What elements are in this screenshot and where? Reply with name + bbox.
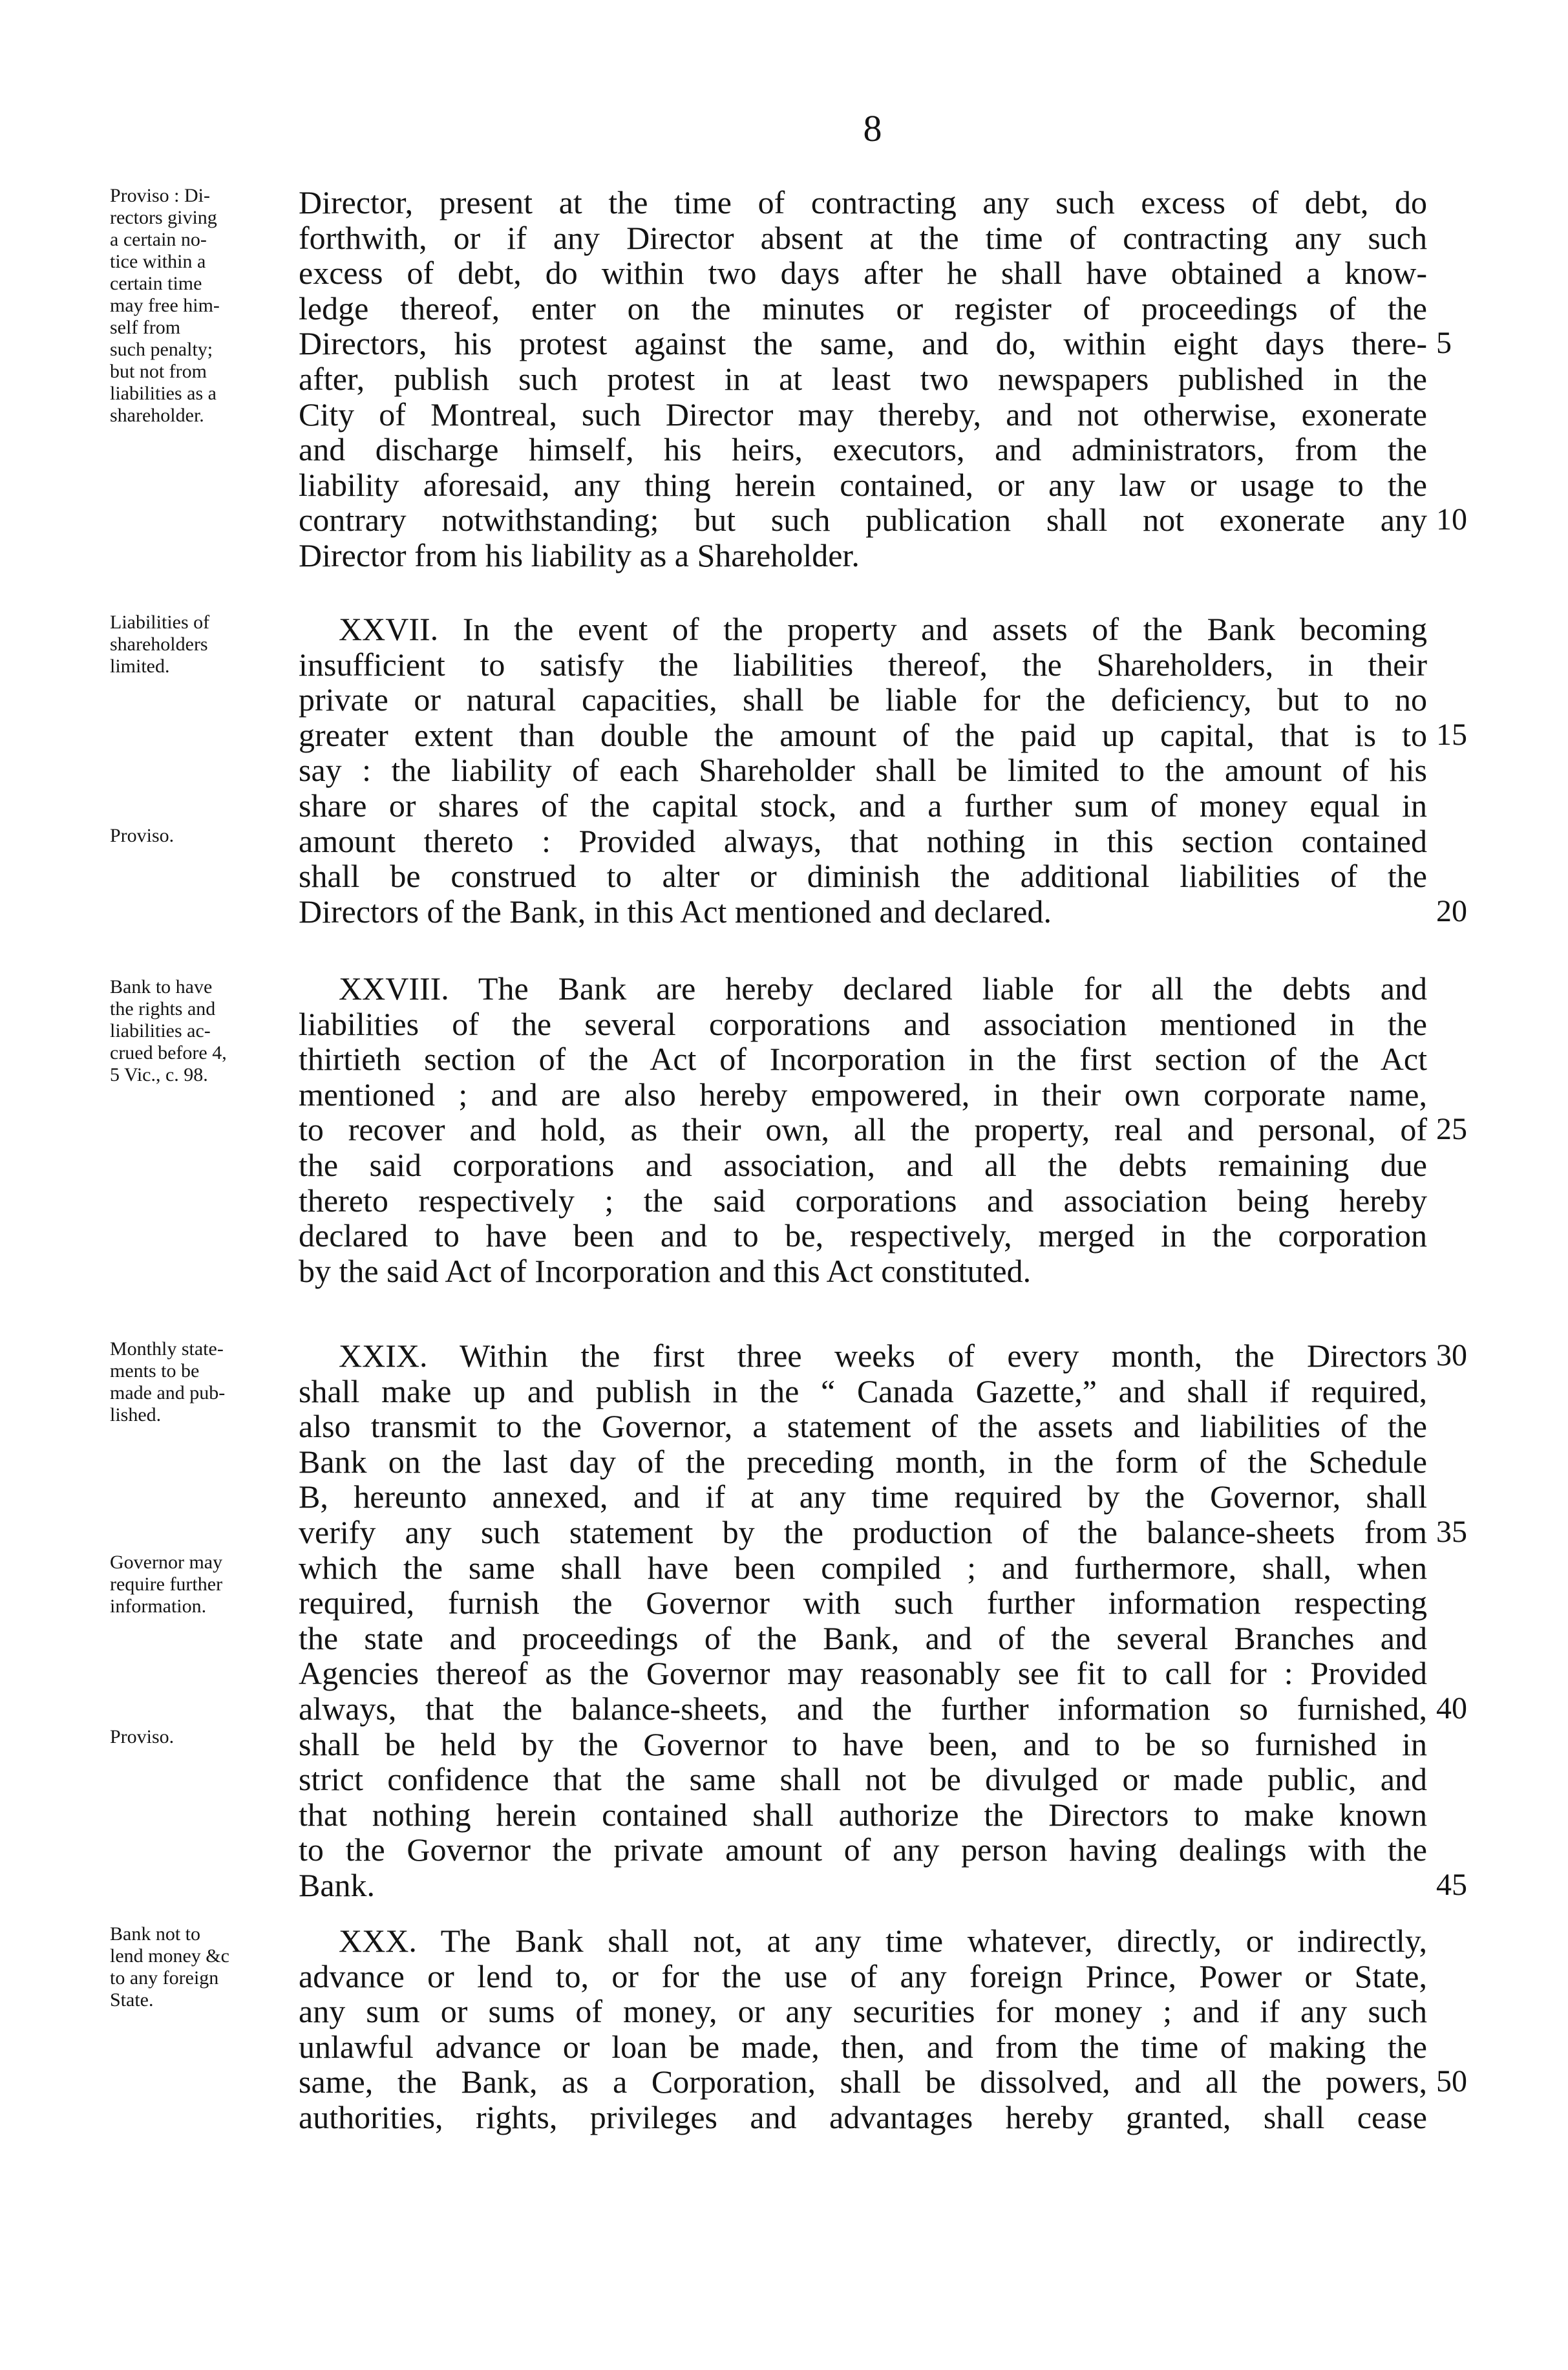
text-line: the state and proceedings of the Bank, and of the several Branches and [299, 1619, 1427, 1656]
margin-note [110, 1338, 304, 1426]
section-text [299, 1923, 1427, 2135]
text-line: thereto respectively ; the said corporations and association being hereby [299, 1182, 1427, 1219]
margin-note-line: Proviso : Di- [110, 185, 211, 206]
margin-note-line: certain time [110, 273, 202, 294]
margin-note-line: Proviso. [110, 1726, 175, 1747]
text-line: say : the liability of each Shareholder shall be limited to the amount of his [299, 752, 1427, 789]
margin-note-line: shareholders [110, 634, 208, 655]
text-line: required, furnish the Governor with such further information respecting [299, 1585, 1427, 1621]
page-number: 8 [863, 107, 882, 149]
text-line: excess of debt, do within two days after he shall have obtained a know- [299, 255, 1427, 292]
margin-note-line: Proviso. [110, 825, 175, 846]
margin-note-line: self from [110, 317, 181, 338]
text-line: shall be construed to alter or diminish the additional liabilities of the [299, 858, 1427, 895]
margin-note-line: Liabilities of [110, 612, 210, 633]
margin-note [110, 185, 304, 427]
text-line: XXX. The Bank shall not, at any time whatever, directly, or indirectly, [339, 1923, 1427, 1959]
margin-note-line: Monthly state- [110, 1338, 224, 1360]
margin-note-line: Governor may [110, 1552, 223, 1573]
margin-note [110, 976, 304, 1086]
text-line: XXVIII. The Bank are hereby declared liable for all the debts and [339, 970, 1427, 1007]
margin-note [110, 1552, 304, 1617]
line-number: 45 [1436, 1868, 1467, 1902]
line-number: 25 [1436, 1112, 1467, 1147]
line-number: 35 [1436, 1515, 1467, 1549]
margin-note [110, 1726, 304, 1748]
margin-note-line: a certain no- [110, 229, 207, 250]
text-line: always, that the balance-sheets, and the further information so furnished, [299, 1690, 1427, 1727]
margin-note-line: ments to be [110, 1360, 200, 1382]
text-line: private or natural capacities, shall be liable for the deficiency, but to no [299, 681, 1427, 718]
margin-note-line: 5 Vic., c. 98. [110, 1064, 208, 1085]
margin-note-line: information. [110, 1596, 207, 1617]
margin-note-line: rectors giving [110, 207, 217, 228]
text-line: Director, present at the time of contracting any such excess of debt, do [299, 184, 1427, 220]
text-line: liabilities of the several corporations and association mentioned in the [299, 1005, 1427, 1042]
text-line: which the same shall have been compiled ; and furthermore, shall, when [299, 1549, 1427, 1586]
margin-note-line: State. [110, 1989, 154, 2011]
margin-note-line: may free him- [110, 295, 220, 316]
margin-note-line: require further [110, 1574, 223, 1595]
text-line: thirtieth section of the Act of Incorporation in the first section of the Act [299, 1041, 1427, 1078]
text-line: contrary notwithstanding; but such publication shall not exonerate any [299, 502, 1427, 539]
text-line: unlawful advance or loan be made, then, and from the time of making the [299, 2028, 1427, 2065]
margin-note-line: liabilities as a [110, 383, 217, 404]
text-line: mentioned ; and are also hereby empowered, in their own corporate name, [299, 1076, 1427, 1113]
text-line: amount thereto : Provided always, that nothing in this section contained [299, 822, 1427, 859]
margin-note-line: limited. [110, 656, 170, 677]
text-line: B, hereunto annexed, and if at any time required by the Governor, shall [299, 1479, 1427, 1515]
margin-note [110, 1923, 304, 2011]
text-line: ledge thereof, enter on the minutes or register of proceedings of the [299, 290, 1427, 326]
section-text [299, 1338, 1427, 1903]
text-line: forthwith, or if any Director absent at the time of contracting any such [299, 219, 1427, 256]
text-line: verify any such statement by the production of the balance-sheets from [299, 1513, 1427, 1550]
text-line: Director from his liability as a Shareholder. [299, 537, 860, 573]
text-line: Bank on the last day of the preceding month, in the form of the Schedule [299, 1443, 1427, 1480]
text-line: XXVII. In the event of the property and assets of the Bank becoming [339, 611, 1427, 647]
text-line: to the Governor the private amount of any person having dealings with the [299, 1831, 1427, 1868]
margin-note-line: lend money &c [110, 1945, 229, 1967]
text-line: advance or lend to, or for the use of any foreign Prince, Power or State, [299, 1958, 1427, 1994]
line-number: 20 [1436, 893, 1467, 928]
line-number: 10 [1436, 502, 1467, 537]
text-line: the said corporations and association, and all the debts remaining due [299, 1146, 1427, 1183]
text-line: strict confidence that the same shall not be divulged or made public, and [299, 1761, 1427, 1798]
text-line: and discharge himself, his heirs, executors, and administrators, from the [299, 431, 1427, 468]
text-line: that nothing herein contained shall authorize the Directors to make known [299, 1796, 1427, 1833]
text-line: Directors, his protest against the same, and do, within eight days there- [299, 325, 1427, 362]
line-number: 40 [1436, 1691, 1467, 1725]
margin-note-line: tice within a [110, 251, 206, 272]
margin-note-line: shareholder. [110, 405, 204, 426]
margin-note-line: such penalty; [110, 339, 213, 360]
margin-note [110, 825, 304, 847]
text-line: City of Montreal, such Director may thereby, and not otherwise, exonerate [299, 396, 1427, 432]
text-line: also transmit to the Governor, a statement of the assets and liabilities of the [299, 1408, 1427, 1445]
section-text [299, 185, 1427, 573]
margin-note-line: Bank not to [110, 1923, 200, 1945]
line-number: 30 [1436, 1338, 1467, 1372]
text-line: declared to have been and to be, respectively, merged in the corporation [299, 1217, 1427, 1254]
margin-note-line: crued before 4, [110, 1042, 227, 1063]
section-text [299, 971, 1427, 1288]
text-line: Directors of the Bank, in this Act mentioned and declared. [299, 893, 1052, 930]
text-line: by the said Act of Incorporation and this Act constituted. [299, 1252, 1032, 1289]
margin-note-line: Bank to have [110, 976, 213, 998]
margin-note-line: made and pub- [110, 1382, 226, 1404]
section-text [299, 612, 1427, 929]
text-line: Bank. [299, 1866, 376, 1903]
line-number: 50 [1436, 2064, 1467, 2099]
margin-note-line: but not from [110, 361, 207, 382]
text-line: XXIX. Within the first three weeks of every month, the Directors [339, 1338, 1427, 1374]
text-line: share or shares of the capital stock, and a further sum of money equal in [299, 787, 1427, 824]
text-line: same, the Bank, as a Corporation, shall be dissolved, and all the powers, [299, 2064, 1427, 2100]
text-line: to recover and hold, as their own, all the property, real and personal, of [299, 1111, 1427, 1148]
margin-note-line: to any foreign [110, 1967, 219, 1989]
margin-note-line: lished. [110, 1404, 162, 1425]
text-line: greater extent than double the amount of the paid up capital, that is to [299, 716, 1427, 753]
line-number: 5 [1436, 326, 1452, 361]
text-line: liability aforesaid, any thing herein contained, or any law or usage to the [299, 466, 1427, 503]
text-line: authorities, rights, privileges and advantages hereby granted, shall cease [299, 2098, 1427, 2135]
text-line: any sum or sums of money, or any securities for money ; and if any such [299, 1993, 1427, 2030]
line-number: 15 [1436, 717, 1467, 752]
text-line: after, publish such protest in at least two newspapers published in the [299, 360, 1427, 397]
text-line: shall be held by the Governor to have been, and to be so furnished in [299, 1725, 1427, 1762]
margin-note-line: liabilities ac- [110, 1020, 211, 1041]
margin-note-line: the rights and [110, 998, 216, 1020]
text-line: insufficient to satisfy the liabilities thereof, the Shareholders, in their [299, 646, 1427, 683]
text-line: shall make up and publish in the “ Canada Gazette,” and shall if required, [299, 1372, 1427, 1409]
text-line: Agencies thereof as the Governor may reasonably see fit to call for : Provided [299, 1655, 1427, 1692]
margin-note [110, 612, 304, 678]
